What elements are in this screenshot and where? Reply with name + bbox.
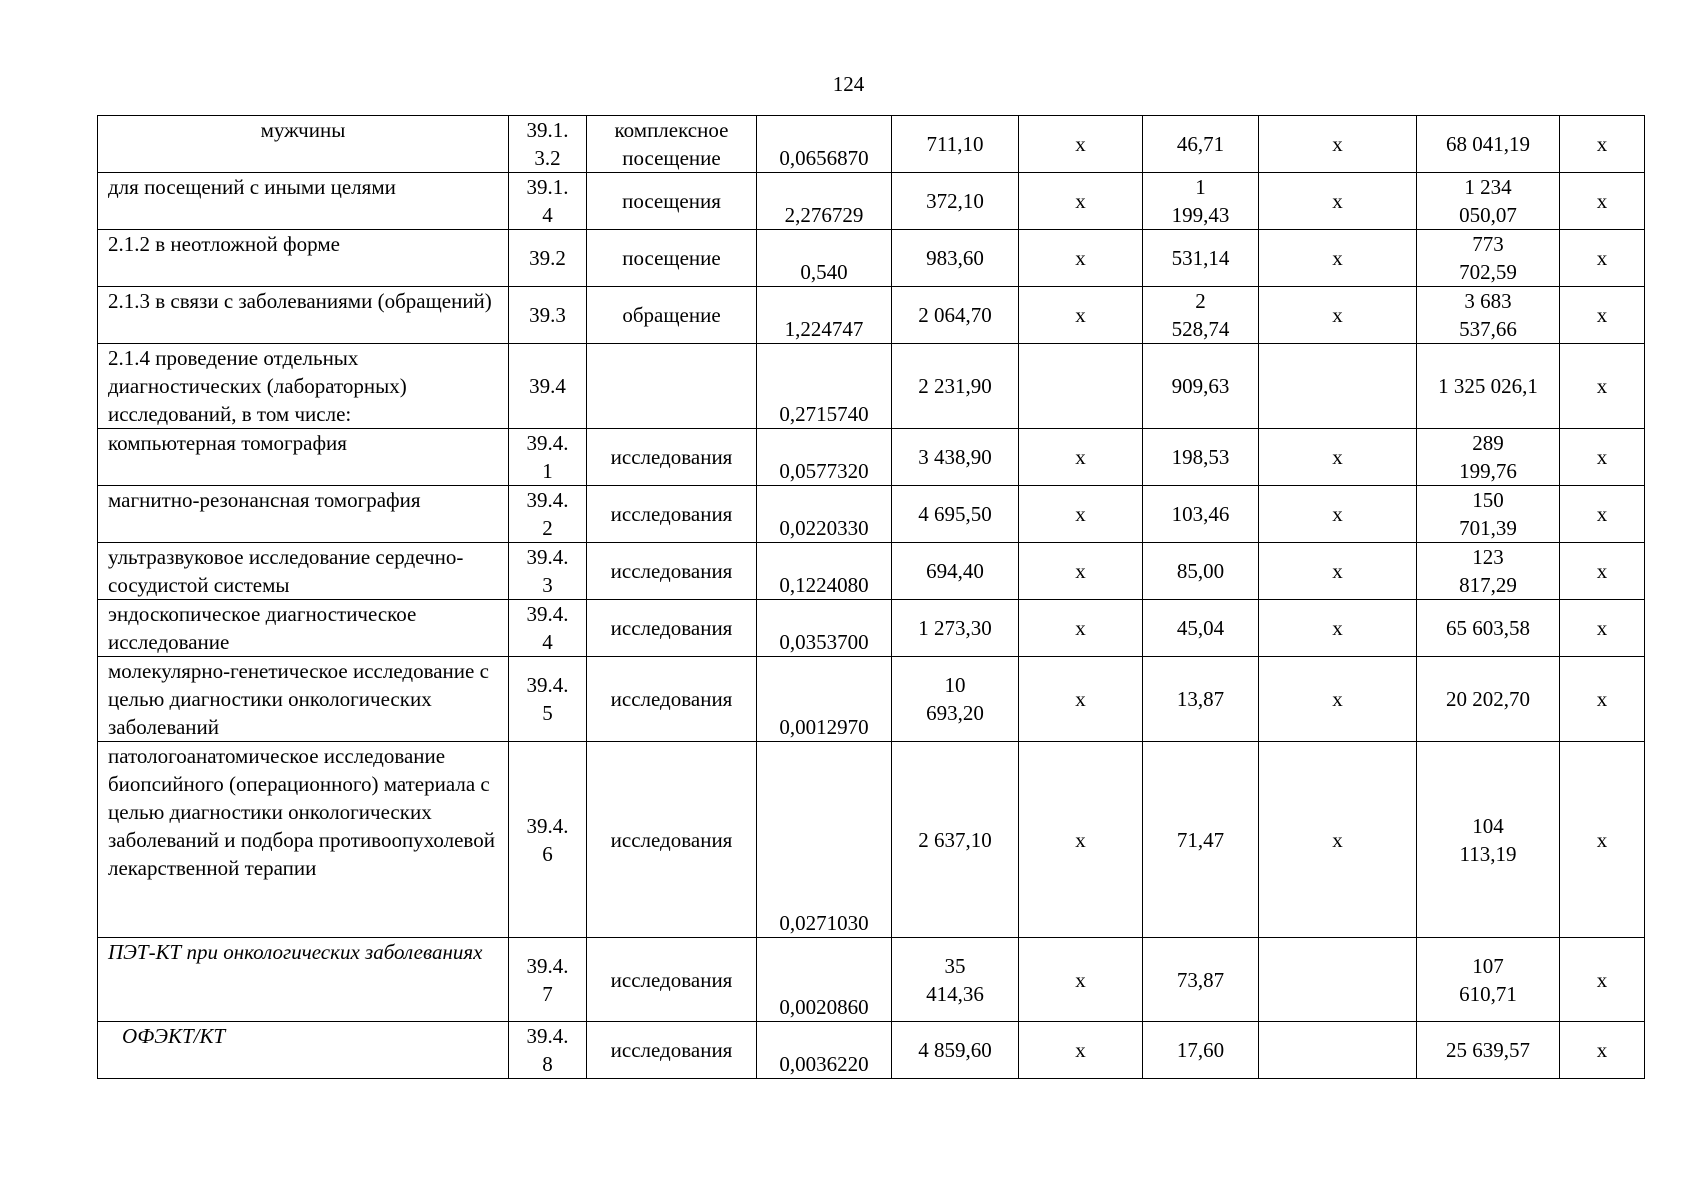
- cell-cost: 1 273,30: [892, 600, 1019, 657]
- cell-code: 39.2: [509, 230, 587, 287]
- cell-col6: х: [1019, 486, 1143, 543]
- cell-unit: исследования: [587, 486, 757, 543]
- cell-unit: посещение: [587, 230, 757, 287]
- cell-col7: 46,71: [1143, 116, 1259, 173]
- table-row: [98, 429, 1645, 486]
- table-row: [98, 742, 1645, 938]
- cell-unit: исследования: [587, 1022, 757, 1079]
- cell-col7: 1 199,43: [1143, 173, 1259, 230]
- table-row: [98, 543, 1645, 600]
- cell-col6: х: [1019, 429, 1143, 486]
- cell-norm: 0,0012970: [757, 657, 892, 742]
- cell-name: 2.1.3 в связи с заболеваниями (обращений): [98, 287, 509, 344]
- cell-cost: 4 695,50: [892, 486, 1019, 543]
- cell-norm: 0,2715740: [757, 344, 892, 429]
- cell-col10: х: [1560, 230, 1645, 287]
- cell-col10: х: [1560, 657, 1645, 742]
- cell-col10: х: [1560, 1022, 1645, 1079]
- cell-code: 39.4: [509, 344, 587, 429]
- cell-cost: 2 231,90: [892, 344, 1019, 429]
- cell-name: компьютерная томография: [98, 429, 509, 486]
- cell-cost: 10 693,20: [892, 657, 1019, 742]
- cell-unit: исследования: [587, 600, 757, 657]
- cell-code: 39.4. 6: [509, 742, 587, 938]
- cell-norm: 2,276729: [757, 173, 892, 230]
- cell-name: для посещений с иными целями: [98, 173, 509, 230]
- cell-name: ПЭТ-КТ при онкологических заболеваниях: [98, 938, 509, 1022]
- tariff-table: [97, 115, 1645, 1079]
- cell-unit: исследования: [587, 657, 757, 742]
- cell-col10: х: [1560, 429, 1645, 486]
- cell-norm: 0,0036220: [757, 1022, 892, 1079]
- cell-col9: 123 817,29: [1417, 543, 1560, 600]
- cell-name: эндоскопическое диагностическое исследование: [98, 600, 509, 657]
- cell-cost: 2 064,70: [892, 287, 1019, 344]
- cell-col10: х: [1560, 486, 1645, 543]
- table-row: [98, 600, 1645, 657]
- cell-cost: 2 637,10: [892, 742, 1019, 938]
- cell-code: 39.4. 5: [509, 657, 587, 742]
- cell-name: магнитно-резонансная томография: [98, 486, 509, 543]
- cell-col6: х: [1019, 116, 1143, 173]
- cell-col10: х: [1560, 173, 1645, 230]
- cell-col8: х: [1259, 742, 1417, 938]
- table-row: [98, 173, 1645, 230]
- cell-code: 39.4. 4: [509, 600, 587, 657]
- cell-name: мужчины: [98, 116, 509, 173]
- cell-col6: х: [1019, 543, 1143, 600]
- cell-unit: исследования: [587, 938, 757, 1022]
- cell-cost: 694,40: [892, 543, 1019, 600]
- cell-unit: исследования: [587, 543, 757, 600]
- cell-name: молекулярно-генетическое исследование с целью диагностики онкологических заболеваний: [98, 657, 509, 742]
- cell-col10: х: [1560, 344, 1645, 429]
- cell-cost: 983,60: [892, 230, 1019, 287]
- cell-norm: 0,0271030: [757, 742, 892, 938]
- cell-cost: 4 859,60: [892, 1022, 1019, 1079]
- cell-col7: 103,46: [1143, 486, 1259, 543]
- cell-col6: х: [1019, 230, 1143, 287]
- cell-code: 39.3: [509, 287, 587, 344]
- cell-col9: 1 234 050,07: [1417, 173, 1560, 230]
- cell-col8: х: [1259, 116, 1417, 173]
- cell-code: 39.1. 3.2: [509, 116, 587, 173]
- cell-col9: 65 603,58: [1417, 600, 1560, 657]
- cell-cost: 35 414,36: [892, 938, 1019, 1022]
- cell-col7: 71,47: [1143, 742, 1259, 938]
- table-row: [98, 344, 1645, 429]
- table-row: [98, 230, 1645, 287]
- cell-col6: х: [1019, 600, 1143, 657]
- cell-name: 2.1.4 проведение отдельных диагностических (лабораторных) исследований, в том числе:: [98, 344, 509, 429]
- table-row: [98, 116, 1645, 173]
- cell-norm: 0,0577320: [757, 429, 892, 486]
- cell-unit: обращение: [587, 287, 757, 344]
- cell-col6: х: [1019, 657, 1143, 742]
- cell-norm: 1,224747: [757, 287, 892, 344]
- cell-col6: х: [1019, 938, 1143, 1022]
- page-number: 124: [832, 72, 865, 96]
- cell-col9: 25 639,57: [1417, 1022, 1560, 1079]
- cell-code: 39.4. 3: [509, 543, 587, 600]
- cell-col8: х: [1259, 429, 1417, 486]
- cell-col9: 289 199,76: [1417, 429, 1560, 486]
- cell-unit: посещения: [587, 173, 757, 230]
- cell-col9: 107 610,71: [1417, 938, 1560, 1022]
- cell-col8: [1259, 1022, 1417, 1079]
- cell-col8: [1259, 938, 1417, 1022]
- cell-col10: х: [1560, 287, 1645, 344]
- cell-col8: х: [1259, 287, 1417, 344]
- cell-col6: х: [1019, 287, 1143, 344]
- cell-name: ОФЭКТ/КТ: [98, 1022, 509, 1079]
- cell-col9: 20 202,70: [1417, 657, 1560, 742]
- cell-col8: х: [1259, 173, 1417, 230]
- cell-col7: 73,87: [1143, 938, 1259, 1022]
- cell-col9: 150 701,39: [1417, 486, 1560, 543]
- cell-col10: х: [1560, 116, 1645, 173]
- cell-col10: х: [1560, 742, 1645, 938]
- cell-col6: х: [1019, 173, 1143, 230]
- cell-cost: 372,10: [892, 173, 1019, 230]
- cell-col6: [1019, 344, 1143, 429]
- cell-code: 39.4. 2: [509, 486, 587, 543]
- cell-code: 39.4. 8: [509, 1022, 587, 1079]
- cell-norm: 0,540: [757, 230, 892, 287]
- cell-name: патологоанатомическое исследование биопсийного (операционного) материала с целью диагностики онкологических заболеваний и подбора противоопухолевой лекарственной терапии: [98, 742, 509, 938]
- cell-col7: 531,14: [1143, 230, 1259, 287]
- cell-col9: 3 683 537,66: [1417, 287, 1560, 344]
- cell-cost: 3 438,90: [892, 429, 1019, 486]
- cell-col6: х: [1019, 742, 1143, 938]
- table-row: [98, 657, 1645, 742]
- table-body: [98, 116, 1645, 1079]
- cell-col8: х: [1259, 486, 1417, 543]
- cell-norm: 0,0020860: [757, 938, 892, 1022]
- cell-col9: 68 041,19: [1417, 116, 1560, 173]
- cell-col8: х: [1259, 600, 1417, 657]
- cell-unit: исследования: [587, 742, 757, 938]
- cell-code: 39.4. 7: [509, 938, 587, 1022]
- cell-col9: 104 113,19: [1417, 742, 1560, 938]
- cell-col7: 13,87: [1143, 657, 1259, 742]
- table-row: [98, 1022, 1645, 1079]
- cell-unit: [587, 344, 757, 429]
- cell-col7: 17,60: [1143, 1022, 1259, 1079]
- cell-unit: исследования: [587, 429, 757, 486]
- table-row: [98, 938, 1645, 1022]
- cell-col10: х: [1560, 543, 1645, 600]
- cell-col7: 45,04: [1143, 600, 1259, 657]
- cell-code: 39.1. 4: [509, 173, 587, 230]
- cell-col9: 773 702,59: [1417, 230, 1560, 287]
- cell-name: 2.1.2 в неотложной форме: [98, 230, 509, 287]
- cell-col8: х: [1259, 657, 1417, 742]
- cell-col7: 198,53: [1143, 429, 1259, 486]
- cell-col7: 909,63: [1143, 344, 1259, 429]
- cell-code: 39.4. 1: [509, 429, 587, 486]
- cell-unit: комплексное посещение: [587, 116, 757, 173]
- cell-cost: 711,10: [892, 116, 1019, 173]
- table-row: [98, 287, 1645, 344]
- cell-col6: х: [1019, 1022, 1143, 1079]
- cell-col7: 2 528,74: [1143, 287, 1259, 344]
- cell-col8: [1259, 344, 1417, 429]
- cell-col10: х: [1560, 938, 1645, 1022]
- cell-col8: х: [1259, 543, 1417, 600]
- cell-norm: 0,0220330: [757, 486, 892, 543]
- table-row: [98, 486, 1645, 543]
- cell-col7: 85,00: [1143, 543, 1259, 600]
- cell-name: ультразвуковое исследование сердечно-сосудистой системы: [98, 543, 509, 600]
- cell-norm: 0,0656870: [757, 116, 892, 173]
- cell-norm: 0,1224080: [757, 543, 892, 600]
- cell-col8: х: [1259, 230, 1417, 287]
- cell-col10: х: [1560, 600, 1645, 657]
- cell-norm: 0,0353700: [757, 600, 892, 657]
- cell-col9: 1 325 026,1: [1417, 344, 1560, 429]
